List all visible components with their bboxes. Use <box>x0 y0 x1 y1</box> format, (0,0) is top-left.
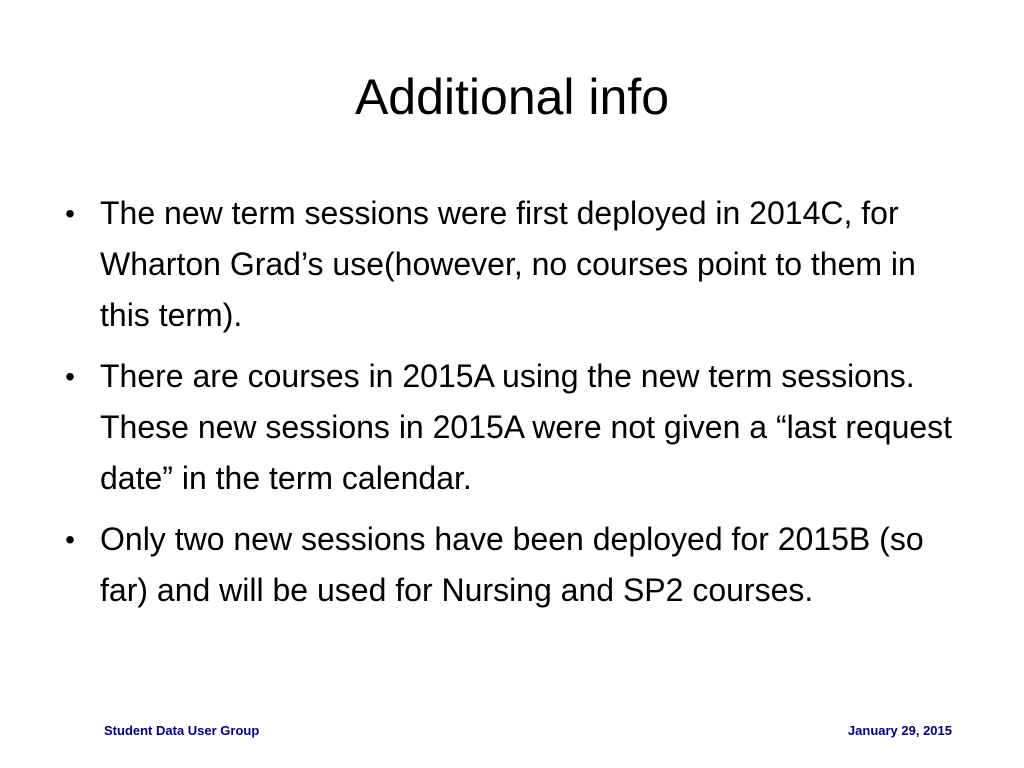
bullet-text: There are courses in 2015A using the new term sessions. These new sessions in 2015A were not given a “last request date” in the term calendar. <box>100 358 953 496</box>
slide-title: Additional info <box>354 69 670 125</box>
bullet-item <box>60 188 960 341</box>
footer-date: January 29, 2015 <box>847 723 952 738</box>
bullet-text: Only two new sessions have been deployed for 2015B (so far) and will be used for Nursing and SP2 courses. <box>100 521 924 608</box>
bullet-dot-icon: • <box>65 198 75 229</box>
bullet-list <box>60 188 960 626</box>
footer-group-name: Student Data User Group <box>104 723 260 738</box>
bullet-dot-icon: • <box>65 361 75 392</box>
bullet-dot-icon: • <box>65 524 75 555</box>
bullet-text: The new term sessions were first deployed in 2014C, for Wharton Grad’s use(however, no courses point to them in this term). <box>100 195 916 333</box>
bullet-item <box>60 351 960 504</box>
bullet-item <box>60 514 960 616</box>
